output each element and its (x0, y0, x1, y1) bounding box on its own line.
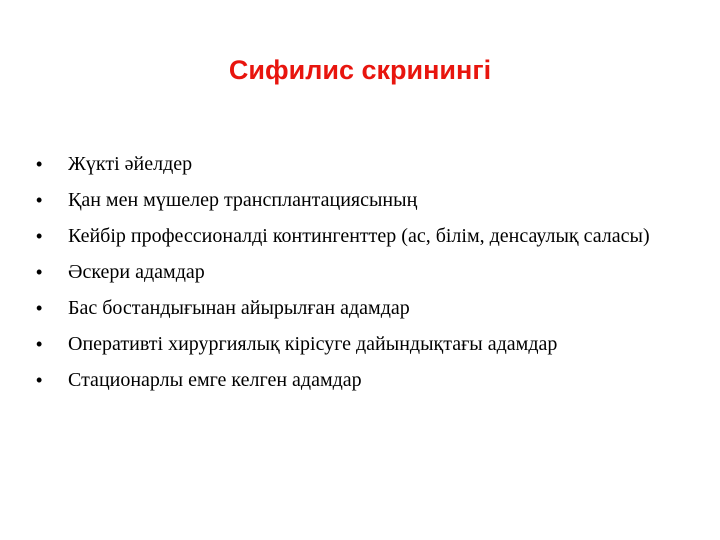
bullet-text: Бас бостандығынан айырылған адамдар (68, 297, 410, 319)
bullet-item (36, 222, 674, 251)
bullet-item (36, 258, 674, 287)
bullet-dot-icon: • (36, 226, 43, 246)
bullet-dot-icon: • (36, 190, 43, 210)
bullet-text: Стационарлы емге келген адамдар (68, 369, 362, 391)
bullet-item (36, 186, 674, 215)
bullet-dot-icon: • (36, 334, 43, 354)
slide-title: Сифилис скринингі (228, 55, 492, 85)
bullet-dot-icon: • (36, 370, 43, 390)
bullet-item (36, 294, 674, 323)
bullet-dot-icon: • (36, 298, 43, 318)
bullet-dot-icon: • (36, 262, 43, 282)
bullet-item (36, 330, 674, 359)
bullet-list (36, 150, 674, 402)
bullet-item (36, 150, 674, 179)
bullet-text: Кейбір профессионалді контингенттер (ас, білім, денсаулық саласы) (68, 225, 650, 247)
bullet-text: Әскери адамдар (68, 261, 205, 283)
bullet-item (36, 366, 674, 395)
bullet-text: Қан мен мүшелер трансплантациясының (68, 189, 418, 211)
bullet-text: Жүкті әйелдер (68, 153, 193, 175)
bullet-dot-icon: • (36, 154, 43, 174)
bullet-text: Оперативті хирургиялық кірісуге дайындықтағы адамдар (68, 333, 558, 355)
